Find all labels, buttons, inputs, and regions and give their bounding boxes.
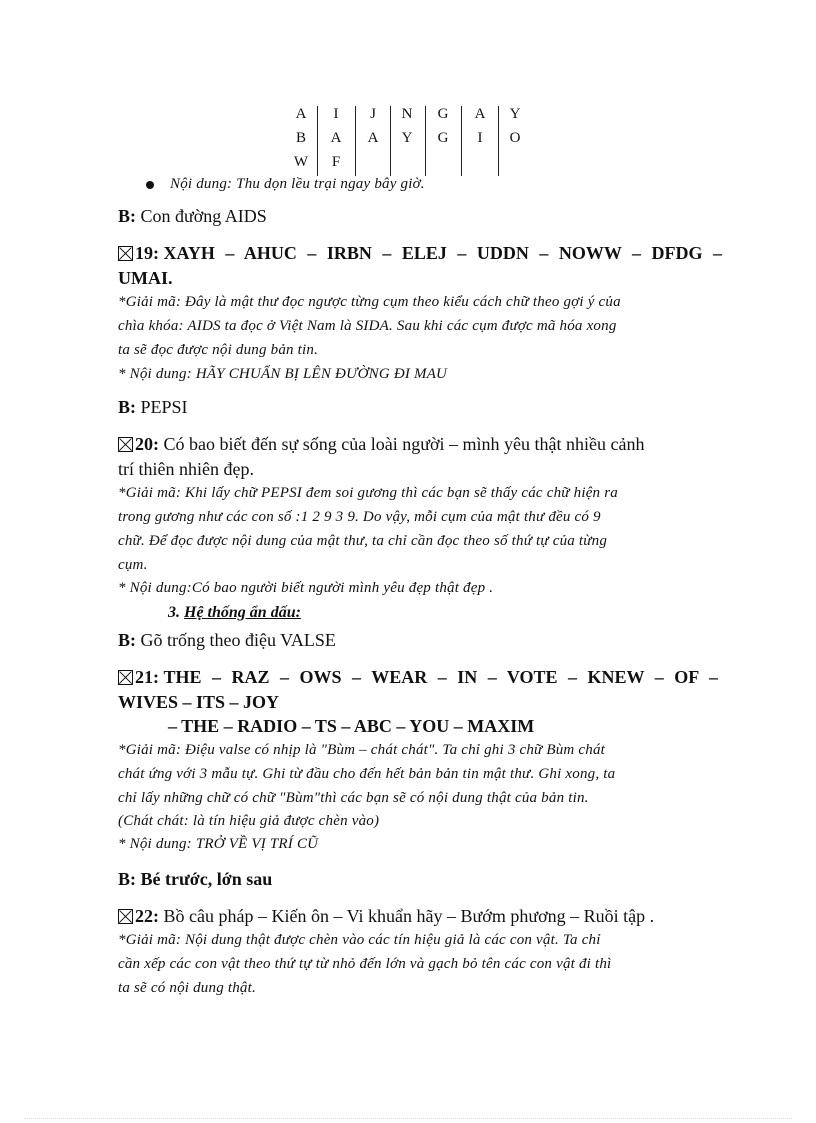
section-heading	[168, 604, 301, 622]
checkbox-cross-icon	[118, 909, 133, 924]
key-text: Bé trước, lớn sau	[140, 869, 273, 889]
page-bottom-border	[24, 1118, 792, 1119]
content-text: * Nội dung: HÃY CHUẨN BỊ LÊN ĐƯỜNG ĐI MAU	[118, 366, 448, 382]
decode-text: chữ. Để đọc được nội dung của mật thư, ta chỉ cần đọc theo số thứ tự của từng	[118, 533, 608, 549]
key-label: B:	[118, 630, 136, 650]
grid-divider	[461, 106, 462, 176]
grid-cell: B	[295, 130, 306, 146]
decode-text: *Giải mã: Nội dung thật được chèn vào các tín hiệu giả là các con vật. Ta chỉ	[118, 932, 601, 948]
grid-column	[428, 104, 458, 176]
decode-text: *Giải mã: Đây là mật thư đọc ngược từng cụm theo kiểu cách chữ theo gợi ý của	[118, 294, 621, 310]
decode-text: chát ứng với 3 mẫu tự. Ghi từ đầu cho đến hết bản bản tin mật thư. Ghi xong, ta	[118, 766, 616, 782]
grid-cell: J	[370, 106, 376, 122]
grid-cell: O	[509, 130, 521, 146]
cipher-text-cont: WIVES – ITS – JOY	[118, 692, 280, 712]
key-hint	[118, 206, 267, 227]
grid-column	[500, 104, 530, 176]
grid-cell: A	[330, 130, 342, 146]
grid-cell: W	[293, 154, 309, 170]
key-hint	[118, 630, 336, 651]
decode-text: chỉ lấy những chữ có chữ "Bùm"thì các bạn sẽ có nội dung thật của bản tin.	[118, 790, 589, 806]
cipher-text-cont: trí thiên nhiên đẹp.	[118, 459, 254, 479]
grid-cell: A	[474, 106, 486, 122]
section-number: 3.	[168, 604, 180, 621]
grid-divider	[498, 106, 499, 176]
grid-cell: A	[367, 130, 379, 146]
grid-cell: A	[295, 106, 307, 122]
key-label: B:	[118, 206, 136, 226]
decode-text: ta sẽ có nội dung thật.	[118, 980, 256, 996]
cipher-heading	[118, 906, 654, 927]
grid-cell: G	[437, 130, 449, 146]
cipher-number: 19:	[135, 243, 159, 263]
grid-cell: Y	[509, 106, 521, 122]
decode-text: trong gương như các con số :1 2 9 3 9. Do vậy, mỗi cụm của mật thư đều có 9	[118, 509, 601, 525]
bullet-content: Nội dung: Thu dọn lều trại ngay bây giờ.	[170, 176, 425, 192]
decode-text: ta sẽ đọc được nội dung bản tin.	[118, 342, 319, 358]
cipher-heading	[118, 434, 644, 455]
cipher-text: THE – RAZ – OWS – WEAR – IN – VOTE – KNEW – OF –	[163, 667, 719, 687]
decode-text: (Chát chát: là tín hiệu giả được chèn vào)	[118, 813, 380, 829]
content-text: * Nội dung:Có bao người biết người mình yêu đẹp thật đẹp .	[118, 580, 494, 596]
decode-text: *Giải mã: Khi lấy chữ PEPSI đem soi gương thì các bạn sẽ thấy các chữ hiện ra	[118, 485, 618, 501]
key-label: B:	[118, 869, 136, 889]
key-text: Gõ trống theo điệu VALSE	[140, 630, 336, 650]
grid-cell: N	[401, 106, 413, 122]
cipher-number: 20:	[135, 434, 159, 454]
cipher-text-cont: – THE – RADIO – TS – ABC – YOU – MAXIM	[168, 716, 535, 736]
cipher-number: 21:	[135, 667, 159, 687]
decode-text: chìa khóa: AIDS ta đọc ở Việt Nam là SIDA. Sau khi các cụm được mã hóa xong	[118, 318, 617, 334]
content-text: * Nội dung: TRỞ VỀ VỊ TRÍ CŨ	[118, 836, 319, 852]
cipher-text-cont: UMAI.	[118, 268, 173, 288]
grid-cell: Y	[401, 130, 413, 146]
cipher-heading	[118, 667, 718, 688]
decode-text: *Giải mã: Điệu valse có nhịp là "Bùm – chát chát". Ta chỉ ghi 3 chữ Bùm chát	[118, 742, 606, 758]
cipher-heading	[118, 243, 722, 264]
grid-cell: I	[477, 130, 483, 146]
section-title: Hệ thống ẩn dấu:	[184, 604, 301, 621]
grid-cell: G	[437, 106, 449, 122]
cipher-number: 22:	[135, 906, 159, 926]
grid-divider	[317, 106, 318, 176]
key-text: PEPSI	[140, 397, 188, 417]
cipher-text: XAYH – AHUC – IRBN – ELEJ – UDDN – NOWW – DFDG –	[163, 243, 723, 263]
checkbox-cross-icon	[118, 437, 133, 452]
grid-column	[358, 104, 388, 176]
key-hint	[118, 869, 272, 890]
grid-divider	[355, 106, 356, 176]
cipher-text: Bồ câu pháp – Kiến ôn – Vi khuẩn hãy – Bướm phương – Ruồi tập .	[163, 906, 655, 926]
grid-column	[286, 104, 316, 176]
key-hint	[118, 397, 188, 418]
key-label: B:	[118, 397, 136, 417]
decode-text: cụm.	[118, 557, 148, 573]
grid-column	[465, 104, 495, 176]
grid-cell: I	[333, 106, 339, 122]
bullet-dot-icon	[146, 181, 154, 189]
cipher-text: Có bao biết đến sự sống của loài người – mình yêu thật nhiều cảnh	[163, 434, 645, 454]
grid-column	[321, 104, 351, 176]
decode-text: cần xếp các con vật theo thứ tự từ nhỏ đến lớn và gạch bỏ tên các con vật đi thì	[118, 956, 612, 972]
checkbox-cross-icon	[118, 670, 133, 685]
grid-column	[392, 104, 422, 176]
grid-cell: F	[331, 154, 341, 170]
key-text: Con đường AIDS	[140, 206, 267, 226]
checkbox-cross-icon	[118, 246, 133, 261]
grid-divider	[425, 106, 426, 176]
grid-divider	[390, 106, 391, 176]
